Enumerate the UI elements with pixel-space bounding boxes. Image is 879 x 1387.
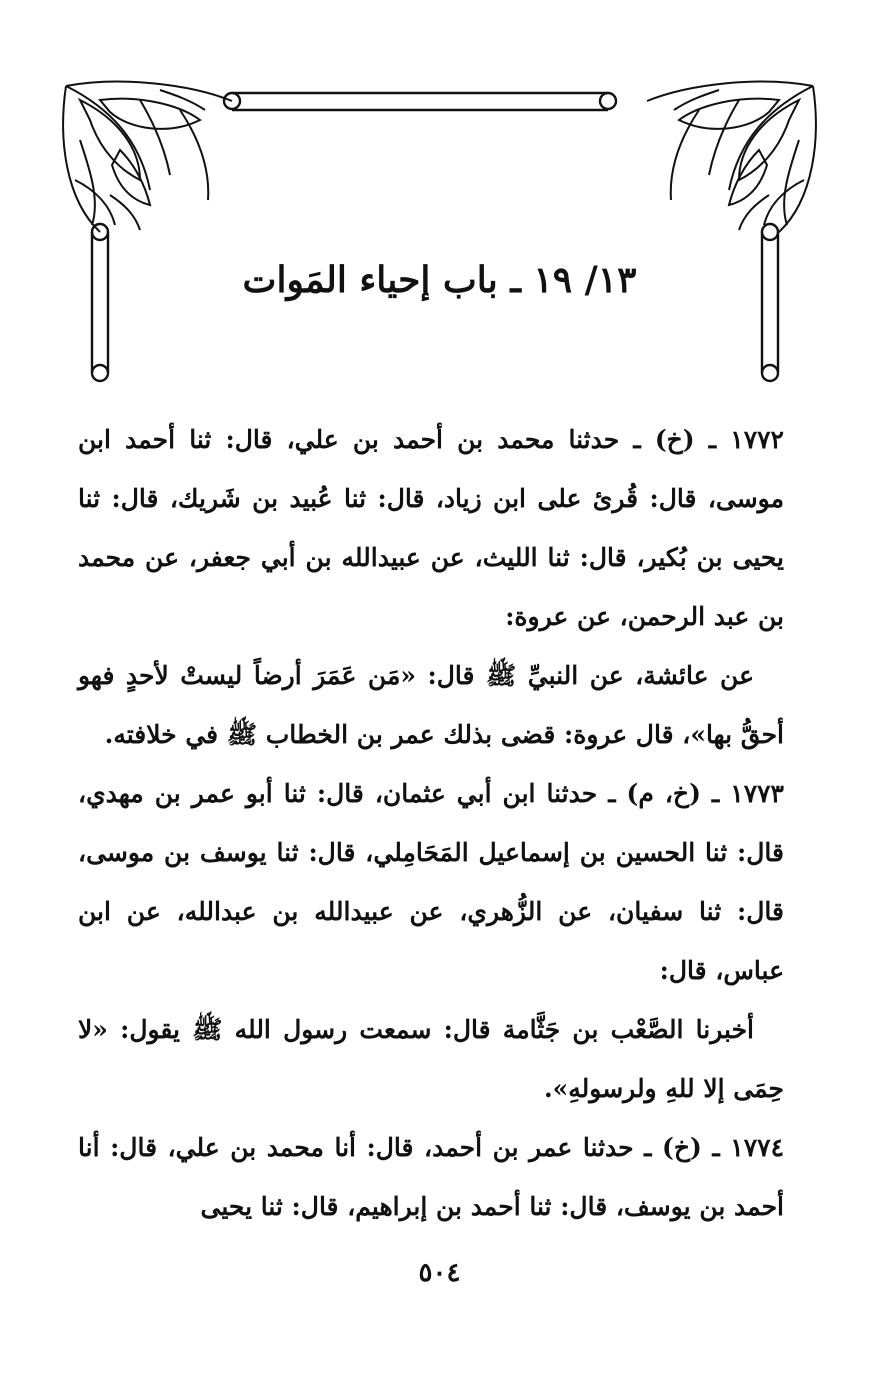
hadith-isnad-1772 [78,410,784,646]
left-corner-ornament [63,82,232,232]
hadith-number: ١٧٧٤ [730,1133,784,1162]
ornamental-header-frame [0,0,879,400]
page-number: ٥٠٤ [418,1258,461,1288]
hadith-matn-1773: أخبرنا الصَّعْب بن جَثَّامة قال: سمعت رسول الله ﷺ يقول: «لا حِمَى إلا للهِ ولرسولهِ». [78,1015,784,1103]
hadith-isnad-1773 [78,764,784,1000]
hadith-number: ١٧٧٢ [730,425,784,454]
chapter-heading: ١٣/ ١٩ ـ باب إحياء المَوات [242,259,637,301]
hadith-chain: ـ (خ، م) ـ حدثنا ابن أبي عثمان، قال: ثنا أبو عمر بن مهدي، قال: ثنا الحسين بن إسماعيل المَحَامِلي، قال: ثنا يوسف بن موسى، قال: ثنا سفيان، عن الزُّهري، عن عبيدالله بن عبدالله، عن ابن عباس، قال: [78,779,784,985]
hadith-text-body [78,410,784,1236]
hadith-chain: ـ (خ) ـ حدثنا عمر بن أحمد، قال: أنا محمد بن علي، قال: أنا أحمد بن يوسف، قال: ثنا أحمد بن إبراهيم، قال: ثنا يحيى [78,1133,784,1221]
hadith-number: ١٧٧٣ [730,779,784,808]
right-corner-ornament [647,82,816,232]
hadith-isnad-1774 [78,1118,784,1236]
hadith-matn-1772: عن عائشة، عن النبيِّ ﷺ قال: «مَن عَمَرَ أرضاً ليستْ لأحدٍ فهو أحقُّ بها»، قال عروة: قضى بذلك عمر بن الخطاب ﷺ في خلافته. [78,661,784,749]
hadith-chain: ـ (خ) ـ حدثنا محمد بن أحمد بن علي، قال: ثنا أحمد ابن موسى، قال: قُرئ على ابن زياد، قال: ثنا عُبيد بن شَريك، قال: ثنا يحيى بن بُكير، قال: ثنا الليث، عن عبيدالله بن أبي جعفر، عن محمد بن عبد الرحمن، عن عروة: [78,425,784,631]
